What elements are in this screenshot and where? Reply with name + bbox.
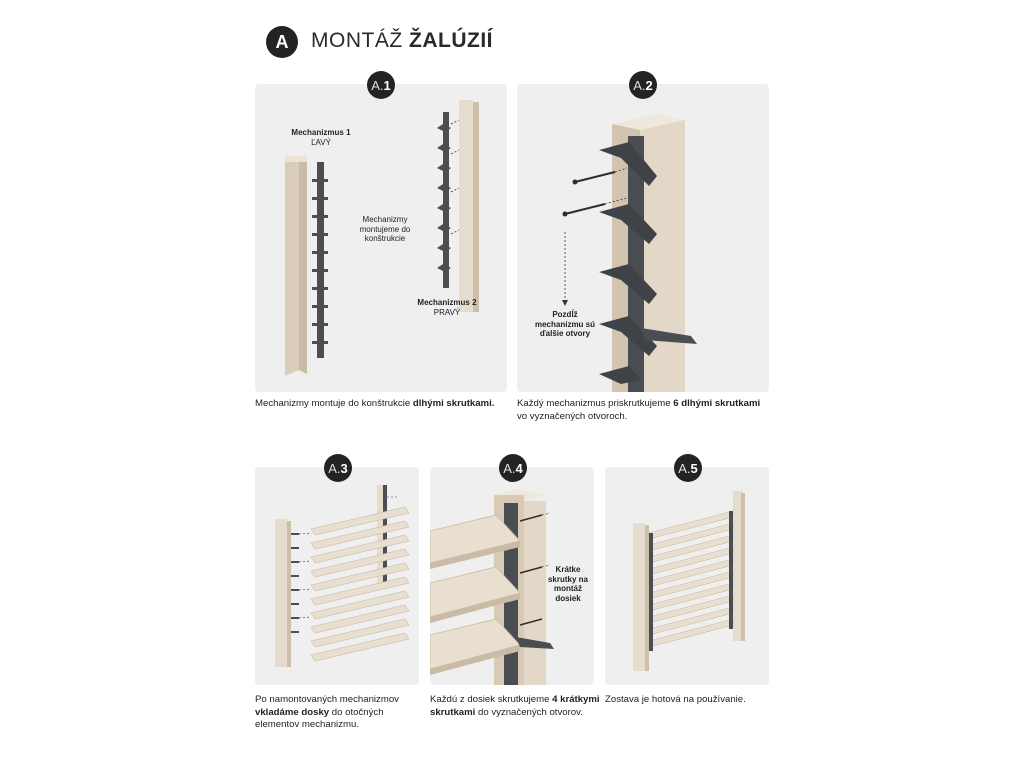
label-mechanism-2: Mechanizmus 2 PRAVÝ — [417, 298, 477, 317]
step-a4-panel — [430, 467, 594, 685]
step-a2-caption: Každý mechanizmus priskrutkujeme 6 dlhými skrutkami vo vyznačených otvoroch. — [517, 398, 761, 422]
step-badge-a2: A. 2 — [629, 71, 657, 99]
board-insertion-illustration — [255, 467, 419, 685]
step-badge-a3: A. 3 — [324, 454, 352, 482]
label-mechanism-1: Mechanizmus 1 ĽAVÝ — [291, 128, 351, 147]
label-mechanism-mount: Mechanizmy montujeme do konštrukcie — [359, 215, 411, 243]
step-a3-panel — [255, 467, 419, 685]
step-badge-a1: A. 1 — [367, 71, 395, 99]
label-additional-holes: Pozdĺž mechanizmu sú ďalšie otvory — [534, 310, 595, 338]
step-a3-caption: Po namontovaných mechanizmov vkladáme dosky do otočných elementov mechanizmu. — [255, 694, 399, 730]
step-a1-caption: Mechanizmy montuje do konštrukcie dlhými skrutkami. — [255, 398, 495, 409]
page-title: MONTÁŽ ŽALÚZIÍ — [311, 29, 493, 52]
step-badge-a4: A. 4 — [499, 454, 527, 482]
screw-fixing-illustration — [517, 84, 769, 392]
finished-assembly-illustration — [605, 467, 769, 685]
step-a5-caption: Zostava je hotová na používanie. — [605, 694, 746, 705]
step-a4-caption: Každú z dosiek skrutkujeme 4 krátkymi skrutkami do vyznačených otvorov. — [430, 694, 600, 718]
step-badge-a5: A. 5 — [674, 454, 702, 482]
label-short-screws: Krátke skrutky na montáž dosiek — [547, 565, 589, 603]
step-a2-panel — [517, 84, 769, 392]
section-badge: A — [266, 26, 298, 58]
step-a5-panel — [605, 467, 769, 685]
step-a1-panel — [255, 84, 507, 392]
